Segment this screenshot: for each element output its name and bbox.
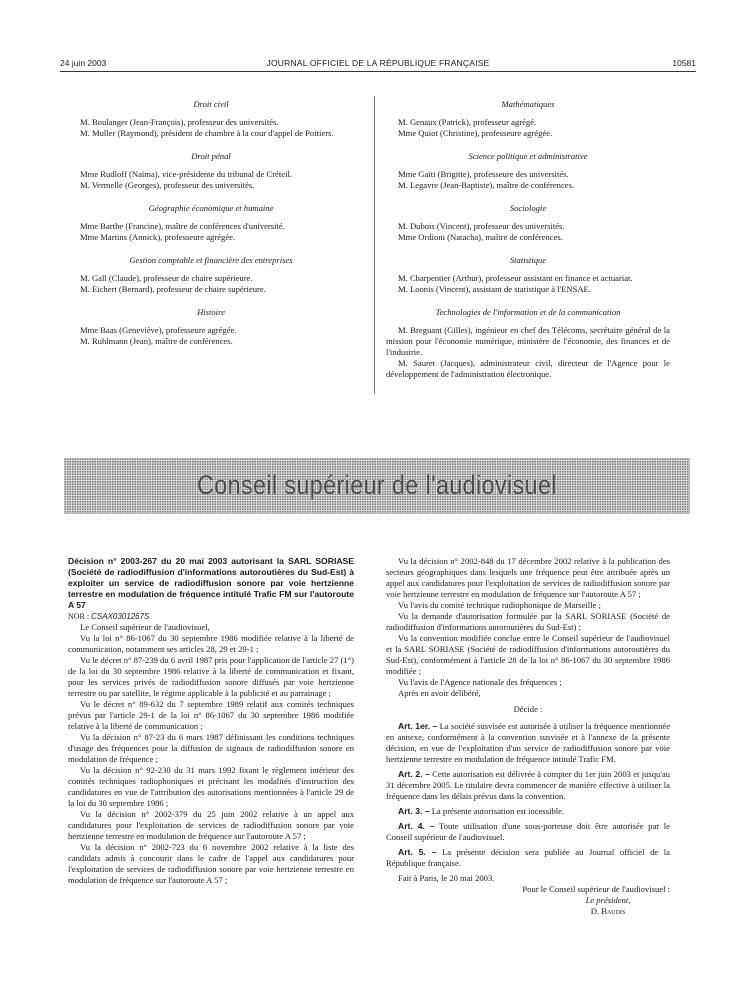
visa-paragraph: Vu la demande d'autorisation formulée par la SARL SORIASE (Société de radiodiffusion d'informations autoroutières du Sud-Est) ; [386, 611, 670, 632]
article-2 [386, 769, 670, 802]
visa-paragraph: Vu la décision n° 87-23 du 6 mars 1987 définissant les conditions techniques d'usage des fréquences pour la diffusion de signaux de radiodiffusion sonore en modulation de fréquence ; [68, 732, 354, 764]
page-number: 10581 [672, 58, 696, 68]
jury-right-column [386, 99, 670, 380]
article-text: Cette autorisation est délivrée à compter du 1er juin 2003 et jusqu'au 31 décembre 2005. Le titulaire devra commencer de manière effective à utiliser la fréquence dans les délais prévus dans la convention. [386, 769, 671, 801]
section-heading: Géographie économique et humaine [148, 203, 274, 213]
visa-paragraph: Le Conseil supérieur de l'audiovisuel, [80, 622, 210, 632]
nor-label: NOR : [68, 612, 90, 621]
decision-left-paragraphs [68, 622, 354, 886]
member-entry: M. Charpentier (Arthur), professeur assistant en finance et actuariat. [398, 273, 633, 283]
visa-paragraph: Vu le décret n° 89-632 du 7 septembre 1989 relatif aux comités techniques prévus par l'article 29-1 de la loi n° 86-1067 du 30 septembre 1986 modifiée relative à la liberté de communication ; [68, 699, 354, 731]
nor-reference [68, 611, 354, 622]
article-text: La présente autorisation est incessible. [431, 806, 565, 816]
visa-paragraph: Vu le décret n° 87-239 du 6 avril 1987 pris pour l'application de l'article 27 (1°) de la loi du 30 septembre 1986 relative à la liberté de communication et fixant, pour les services privés de radiodiffusion sonore diffusés par voie hertzienne terrestre ou par satellite, le régime applicable à la publicité et au parrainage ; [68, 655, 354, 698]
signature-role [386, 895, 670, 906]
header-rule [60, 71, 696, 72]
member-entry: M. Eichert (Bernard), professeur de chaire supérieure. [80, 284, 266, 294]
article-label: Art. 3. – [398, 806, 430, 816]
header-date: 24 juin 2003 [60, 58, 107, 68]
member-entry: M. Dubois (Vincent), professeur des universités. [398, 221, 565, 231]
article-label: Art. 5. – [398, 847, 437, 857]
section-heading: Droit pénal [191, 151, 231, 161]
page-header [60, 58, 696, 70]
signature-role-text: Le président, [585, 895, 631, 905]
article-label: Art. 4. – [398, 821, 435, 831]
section-heading: Histoire [197, 307, 225, 317]
article-text: La société susvisée est autorisée à utiliser la fréquence mentionnée en annexe, conformément à la convention susvisée et à l'annexe de la présente décision, en vue de l'exploitation d'un service de radiodiffusion sonore par voie hertzienne terrestre en modulation de fréquence intitulé Trafic FM. [386, 721, 671, 764]
section-banner [64, 458, 690, 514]
visa-paragraph: Vu l'avis du comité technique radiophonique de Marseille ; [398, 600, 601, 610]
member-entry: M. Gall (Claude), professeur de chaire supérieure. [80, 273, 253, 283]
decision-title: Décision n° 2003-267 du 20 mai 2003 autorisant la SARL SORIASE (Société de radiodiffusion d'informations autoroutières du Sud-Est) à exploiter un service de radiodiffusion sonore par voie hertzienne terrestre en modulation de fréquence intitulé Trafic FM sur l'autoroute A 57 [68, 556, 354, 610]
column-divider [374, 96, 375, 394]
done-line: Fait à Paris, le 20 mai 2003. [398, 873, 495, 883]
section-heading: Science politique et administrative [468, 151, 588, 161]
decision-left-column [68, 556, 354, 886]
member-entry: M. Genaux (Patrick), professeur agrégé. [398, 117, 537, 127]
visa-paragraph: Vu la loi n° 86-1067 du 30 septembre 1986 modifiée relative à la liberté de communication, notamment ses articles 28, 29 et 29-1 ; [68, 633, 354, 654]
member-entry: Mme Ordioni (Natacha), maître de conférences. [398, 232, 563, 242]
member-entry: M. Breguant (Gilles), ingénieur en chef des Télécoms, secrétaire général de la mission pour l'économie numérique, ministère de l'économie, des finances et de l'industrie. [386, 325, 670, 357]
section-heading: Statistique [509, 255, 547, 265]
section-heading: Droit civil [193, 99, 229, 109]
member-entry: M. Ruhlmann (Jean), maître de conférences. [80, 336, 233, 346]
visa-paragraph: Après en avoir délibéré, [398, 688, 481, 698]
section-heading: Technologies de l'information et de la communication [435, 307, 621, 317]
visa-paragraph: Vu la décision n° 2002-379 du 25 juin 2002 relative à un appel aux candidatures pour l'exploitation de services de radiodiffusion sonore par voie hertzienne terrestre en modulation de fréquence sur l'autoroute A 57 ; [68, 809, 354, 841]
visa-paragraph: Vu la convention modifiée conclue entre le Conseil supérieur de l'audiovisuel et la SARL SORIASE (Société de radiodiffusion d'informations autoroutières du Sud-Est), conformément à l'article 28 de la loi n° 86-1067 du 30 septembre 1986 modifiée ; [386, 633, 670, 676]
article-text: Toute utilisation d'une sous-porteuse doit être autorisée par le Conseil supérieur de l'audiovisuel. [386, 821, 670, 842]
article-label: Art. 2. – [398, 769, 430, 779]
member-entry: Mme Rudloff (Naïma), vice-présidente du tribunal de Créteil. [80, 169, 292, 179]
member-entry: Mme Quiot (Christine), professeure agrégée. [398, 128, 553, 138]
section-heading: Gestion comptable et financière des entreprises [129, 255, 293, 265]
jury-left-column [68, 99, 354, 347]
banner-title: Conseil supérieur de l'audiovisuel [197, 470, 557, 500]
article-3 [386, 806, 670, 817]
decision-right-paragraphs [386, 556, 670, 699]
visa-paragraph: Vu la décision n° 2002-723 du 6 novembre 2002 relative à la liste des candidats admis à concourir dans le cadre de l'appel aux candidatures pour l'exploitation de services de radiodiffusion sonore par voie hertzienne terrestre en modulation de fréquence sur l'autoroute A 57 ; [68, 842, 354, 885]
section-heading: Sociologie [509, 203, 547, 213]
decision-right-column [386, 556, 670, 917]
signature-for: Pour le Conseil supérieur de l'audiovisuel : [522, 884, 670, 894]
member-entry: M. Muller (Raymond), président de chambre à la cour d'appel de Poitiers. [80, 128, 334, 138]
visa-paragraph: Vu la décision n° 2002-848 du 17 décembre 2002 relative à la publication des secteurs géographiques dans lesquels une fréquence peut être attribuée après un appel aux candidatures pour l'exploitation de services de radiodiffusion sonore par voie hertzienne terrestre en modulation de fréquence sur l'autoroute A 57 ; [386, 556, 670, 599]
member-entry: M. Sauret (Jacques), administrateur civil, directeur de l'Agence pour le développement de l'administration électronique. [386, 358, 670, 379]
section-heading: Mathématiques [501, 99, 555, 109]
member-entry: Mme Barthe (Francine), maître de conférences d'université. [80, 221, 285, 231]
article-label: Art. 1er. – [398, 721, 438, 731]
member-entry: M. Loonis (Vincent), assistant de statistique à l'ENSAE. [398, 284, 591, 294]
decide-heading: Décide : [513, 704, 543, 714]
article-text: La présente décision sera publiée au Journal officiel de la République française. [386, 847, 670, 868]
articles [386, 721, 670, 869]
nor-id: CSAX0301267S [91, 612, 150, 621]
member-entry: M. Vermelle (Georges), professeur des universités. [80, 180, 255, 190]
signature-name: D. Baudis [590, 906, 626, 916]
member-entry: M. Boulanger (Jean-François), professeur des universités. [80, 117, 279, 127]
article-4 [386, 821, 670, 843]
visa-paragraph: Vu la décision n° 92-230 du 31 mars 1992 fixant le règlement intérieur des comités techniques radiophoniques et précisant les modalités d'instruction des candidatures en vue de l'attribution des autorisations mentionnées à l'article 29 de la loi du 30 septembre 1986 ; [68, 765, 354, 808]
article-5 [386, 847, 670, 869]
member-entry: Mme Gaïti (Brigitte), professeure des universités. [398, 169, 569, 179]
member-entry: Mme Baas (Geneviève), professeure agrégée. [80, 325, 237, 335]
visa-paragraph: Vu l'avis de l'Agence nationale des fréquences ; [398, 677, 562, 687]
member-entry: M. Legavre (Jean-Baptiste), maître de conférences. [398, 180, 575, 190]
member-entry: Mme Martins (Annick), professeure agrégée. [80, 232, 236, 242]
journal-title: JOURNAL OFFICIEL DE LA RÉPUBLIQUE FRANÇAISE [266, 58, 490, 68]
article-1 [386, 721, 670, 765]
